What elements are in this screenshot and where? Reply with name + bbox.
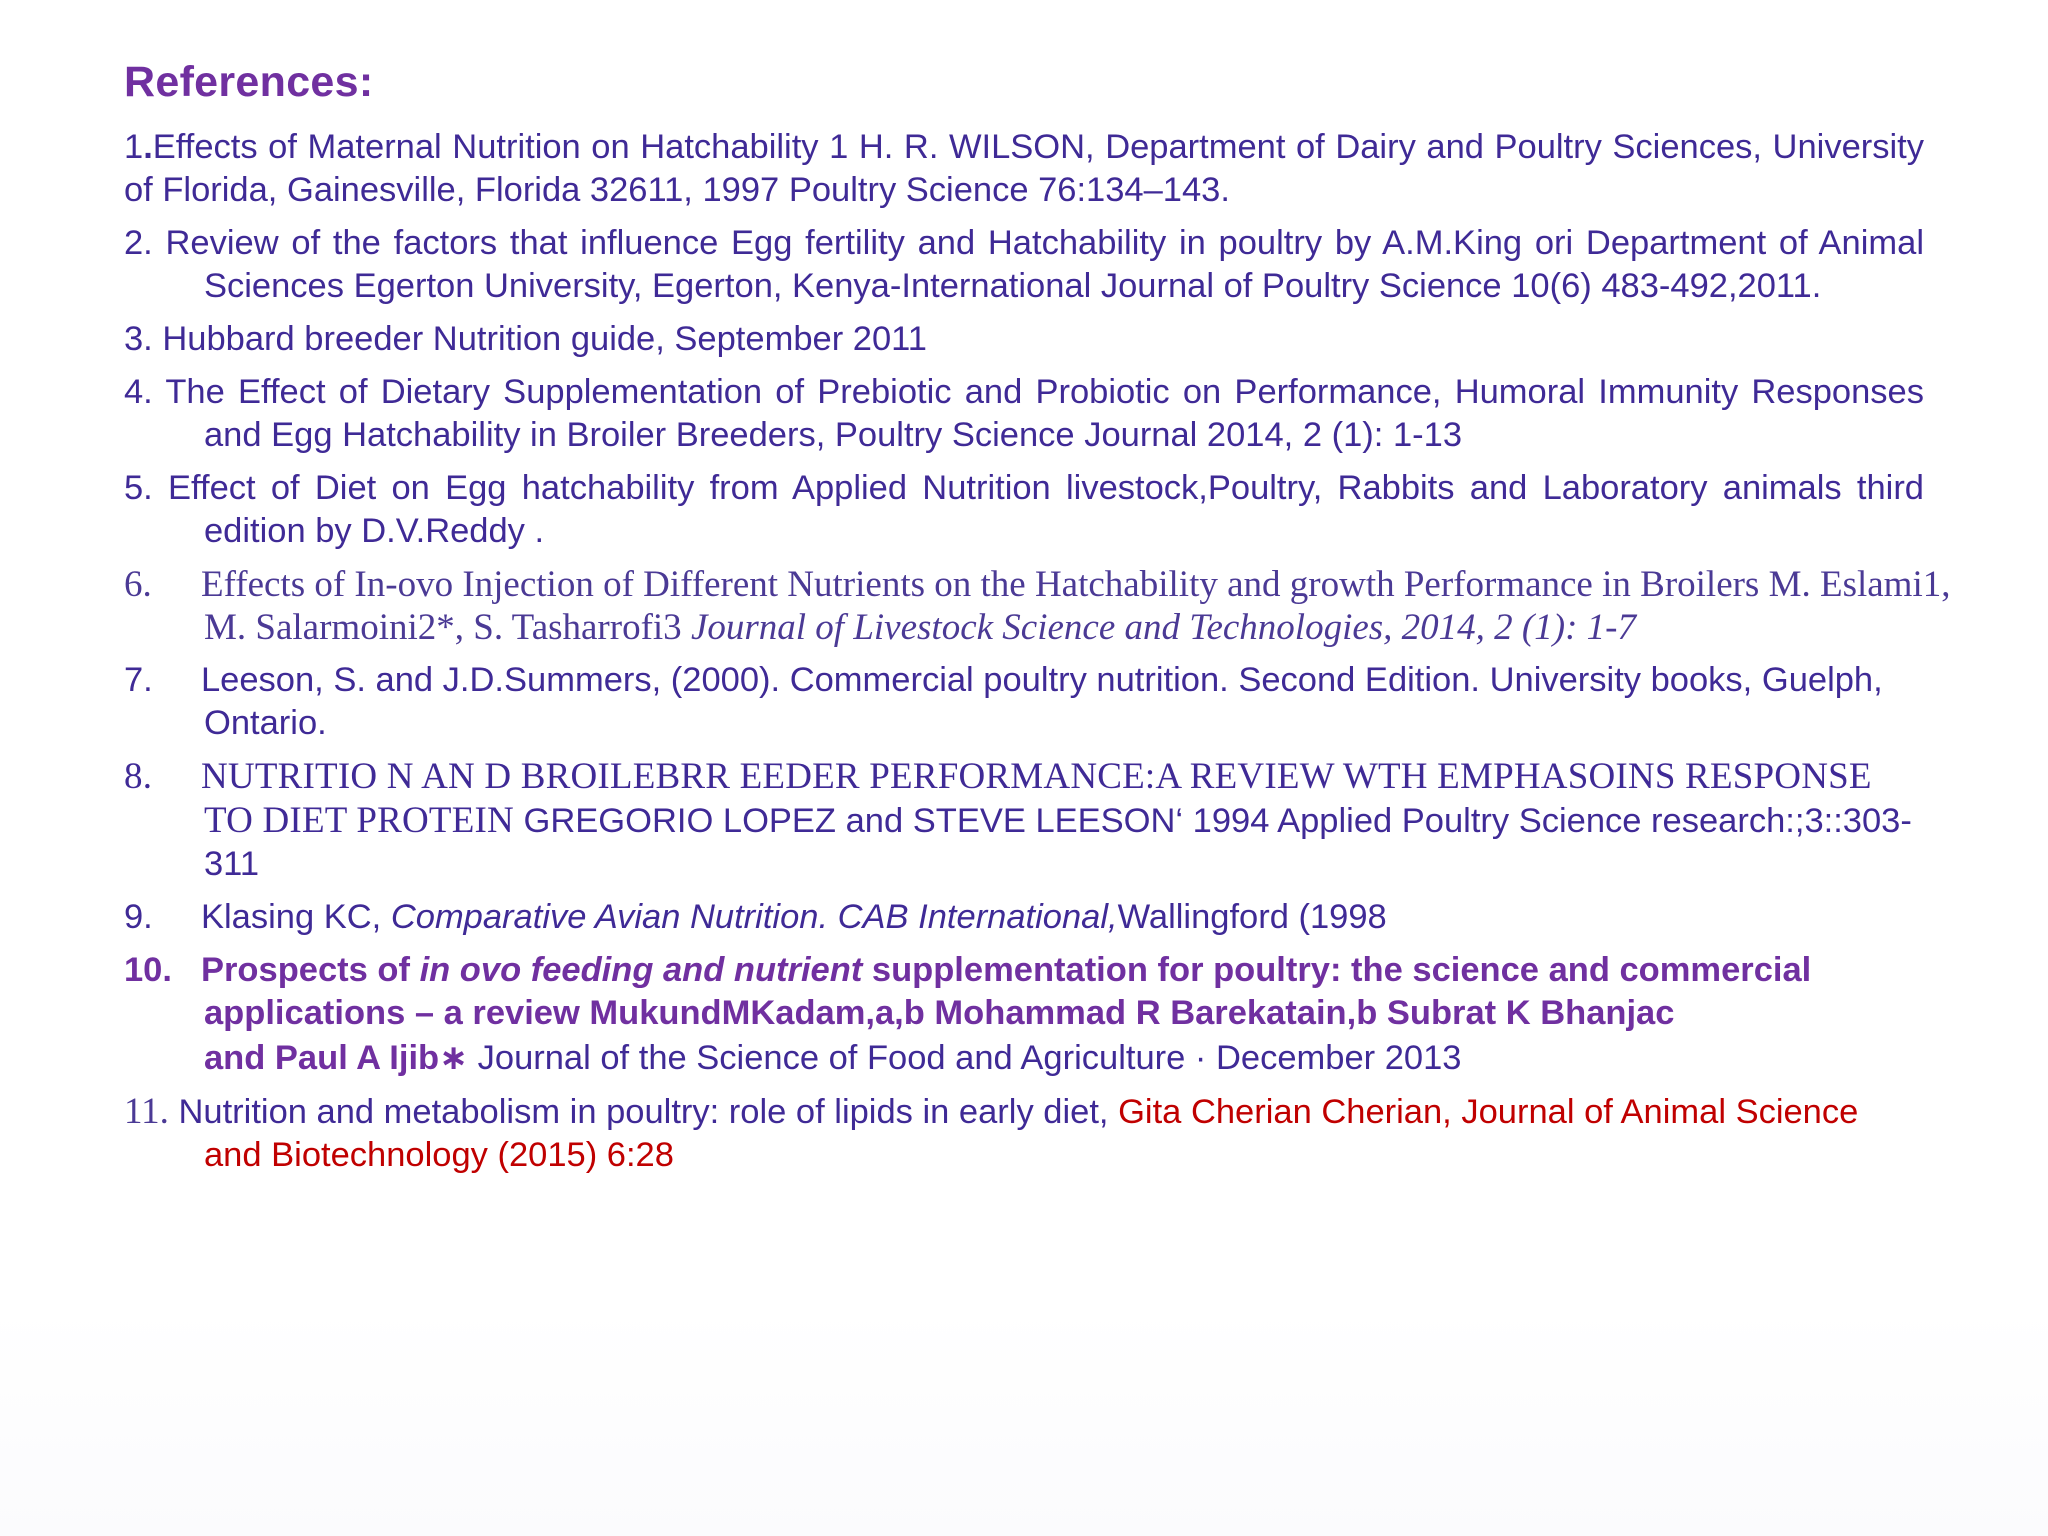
reference-1-number: 1	[124, 128, 144, 166]
reference-7	[124, 659, 1924, 745]
reference-5	[124, 467, 1924, 553]
reference-11-citation: Gita Cherian Cherian, Journal of Animal Science and Biotechnology (2015) 6:28	[204, 1093, 1859, 1174]
reference-10-number: 10.	[124, 951, 172, 989]
reference-6-number: 6.	[124, 564, 152, 605]
reference-8	[124, 755, 1924, 886]
reference-list	[124, 126, 1951, 1187]
reference-2	[124, 222, 1924, 308]
reference-3-text: 3. Hubbard breeder Nutrition guide, September 2011	[124, 320, 927, 358]
reference-11	[124, 1090, 1924, 1177]
reference-10-last-author: and Paul A Ijib∗	[204, 1039, 469, 1077]
reference-8-number: 8.	[124, 756, 153, 797]
reference-7-text: Leeson, S. and J.D.Summers, (2000). Commercial poultry nutrition. Second Edition. University books, Guelph, Ontario.	[201, 661, 1883, 742]
references-heading: References:	[124, 58, 374, 106]
reference-9-author: Klasing KC,	[201, 898, 391, 936]
reference-1-dot: .	[143, 128, 153, 166]
reference-2-text: 2. Review of the factors that influence Egg fertility and Hatchability in poultry by A.M.King ori Department of Animal Sciences Egerton University, Egerton, Kenya-International Journal of Poultry Science 10(6) 483-492,2011.	[124, 224, 1924, 305]
reference-11-text: Nutrition and metabolism in poultry: role of lipids in early diet,	[168, 1093, 1119, 1131]
reference-9-place: Wallingford (1998	[1117, 898, 1387, 936]
reference-1-text: Effects of Maternal Nutrition on Hatchability 1 H. R. WILSON, Department of Dairy and Poultry Sciences, University of Florida, Gainesville, Florida 32611, 1997 Poultry Science 76:134–143.	[124, 128, 1924, 209]
reference-9-title: Comparative Avian Nutrition. CAB International,	[390, 898, 1118, 936]
reference-9	[124, 896, 1924, 939]
reference-10-continuation	[124, 1037, 1924, 1080]
reference-10-italic: in ovo feeding and nutrient	[419, 951, 863, 989]
reference-4-text: 4. The Effect of Dietary Supplementation of Prebiotic and Probiotic on Performance, Humoral Immunity Responses and Egg Hatchability in Broiler Breeders, Poultry Science Journal 2014, 2 (1): 1-13	[124, 373, 1924, 454]
reference-5-text: 5. Effect of Diet on Egg hatchability from Applied Nutrition livestock,Poultry, Rabbits and Laboratory animals third edition by D.V.Reddy .	[124, 469, 1924, 550]
reference-8-text: GREGORIO LOPEZ and STEVE LEESON‘ 1994 Applied Poultry Science research:;3::303-311	[204, 802, 1912, 883]
reference-10	[124, 949, 1924, 1035]
reference-6	[124, 563, 1964, 649]
reference-4	[124, 371, 1924, 457]
reference-1	[124, 126, 1924, 212]
reference-10-authors: supplementation for poultry: the science and commercial applications – a review MukundMKadam,a,b Mohammad R Barekatain,b Subrat K Bhanjac	[204, 951, 1812, 1032]
reference-6-journal: Journal of Livestock Science and Technologies, 2014, 2 (1): 1-7	[690, 607, 1636, 648]
reference-3	[124, 318, 1924, 361]
reference-8-title: NUTRITIO N AN D BROILEBRR EEDER PERFORMANCE:A REVIEW WTH EMPHASOINS RESPONSE TO DIET PROTEIN	[201, 756, 1872, 841]
reference-9-number: 9.	[124, 898, 153, 936]
reference-7-number: 7.	[124, 661, 153, 699]
reference-11-number: 11.	[124, 1091, 169, 1132]
reference-10-journal: Journal of the Science of Food and Agriculture · December 2013	[468, 1039, 1462, 1077]
reference-6-text: Effects of In-ovo Injection of Different Nutrients on the Hatchability and growth Performance in Broilers M. Eslami1, M. Salarmoini2*, S. Tasharrofi3	[201, 564, 1951, 648]
reference-10-lead: Prospects of	[201, 951, 420, 989]
